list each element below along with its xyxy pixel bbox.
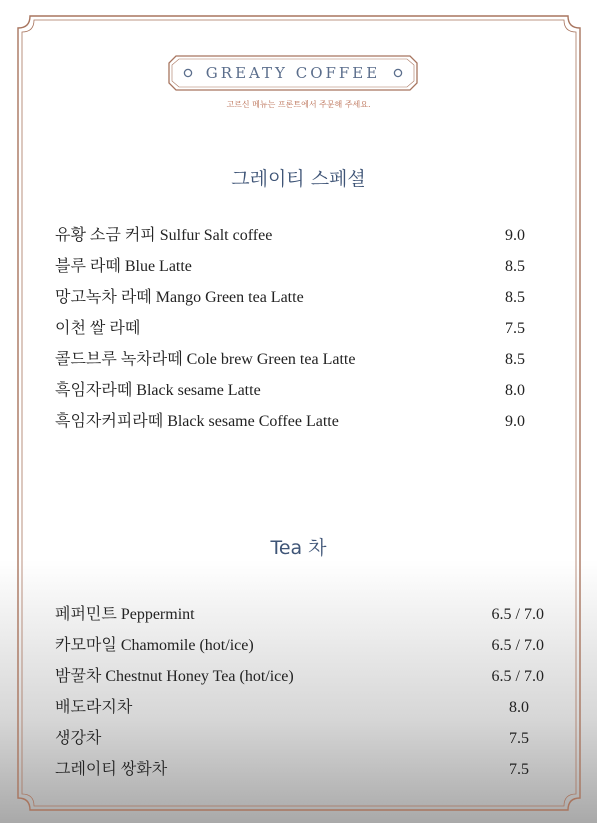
section-title-tea: Tea 차 [270, 537, 327, 559]
menu-item-price: 9.0 [505, 227, 525, 244]
menu-item-name: 생강차 [55, 730, 102, 747]
section-title-special: 그레이티 스페셜 [231, 168, 366, 190]
brand-name: GREATY COFFEE [205, 64, 381, 82]
menu-item-price: 8.5 [505, 351, 525, 368]
menu-item-price: 6.5 / 7.0 [491, 606, 544, 623]
menu-item-price: 6.5 / 7.0 [491, 637, 544, 654]
menu-item-price: 6.5 / 7.0 [491, 668, 544, 685]
menu-item-name: 배도라지차 [55, 699, 133, 716]
menu-item-price: 8.0 [509, 699, 529, 716]
menu-item-name: 밤꿀차 Chestnut Honey Tea (hot/ice) [55, 668, 294, 685]
menu-item-name: 이천 쌀 라떼 [55, 320, 141, 337]
menu-item-name: 콜드브루 녹차라떼 Cole brew Green tea Latte [55, 351, 356, 368]
menu-item [55, 318, 545, 340]
menu-item-price: 7.5 [505, 320, 525, 337]
menu-item-name: 망고녹차 라떼 Mango Green tea Latte [55, 289, 304, 306]
menu-item [55, 666, 545, 688]
menu-item-price: 7.5 [509, 761, 529, 778]
order-notice: 고르신 메뉴는 프론트에서 주문해 주세요. [226, 100, 371, 109]
menu-item [55, 635, 545, 657]
menu-item-name: 그레이티 쌍화차 [55, 761, 168, 778]
menu-item-price: 7.5 [509, 730, 529, 747]
menu-item-name: 페퍼민트 Peppermint [55, 606, 195, 623]
menu-item [55, 697, 545, 719]
menu-item-name: 블루 라떼 Blue Latte [55, 258, 192, 275]
menu-item [55, 759, 545, 781]
menu-item-price: 8.0 [505, 382, 525, 399]
menu-item [55, 349, 545, 371]
menu-item-name: 카모마일 Chamomile (hot/ice) [55, 637, 254, 654]
menu-item-price: 9.0 [505, 413, 525, 430]
menu-item-name: 흑임자라떼 Black sesame Latte [55, 382, 261, 399]
menu-item-name: 유황 소금 커피 Sulfur Salt coffee [55, 227, 273, 244]
brand-logo [168, 55, 418, 91]
menu-item [55, 604, 545, 626]
menu-item [55, 287, 545, 309]
menu-item [55, 256, 545, 278]
menu-item-name: 흑임자커피라떼 Black sesame Coffee Latte [55, 413, 339, 430]
menu-item-price: 8.5 [505, 289, 525, 306]
menu-item [55, 225, 545, 247]
menu-item [55, 728, 545, 750]
menu-item [55, 380, 545, 402]
menu-item [55, 411, 545, 433]
menu-item-price: 8.5 [505, 258, 525, 275]
